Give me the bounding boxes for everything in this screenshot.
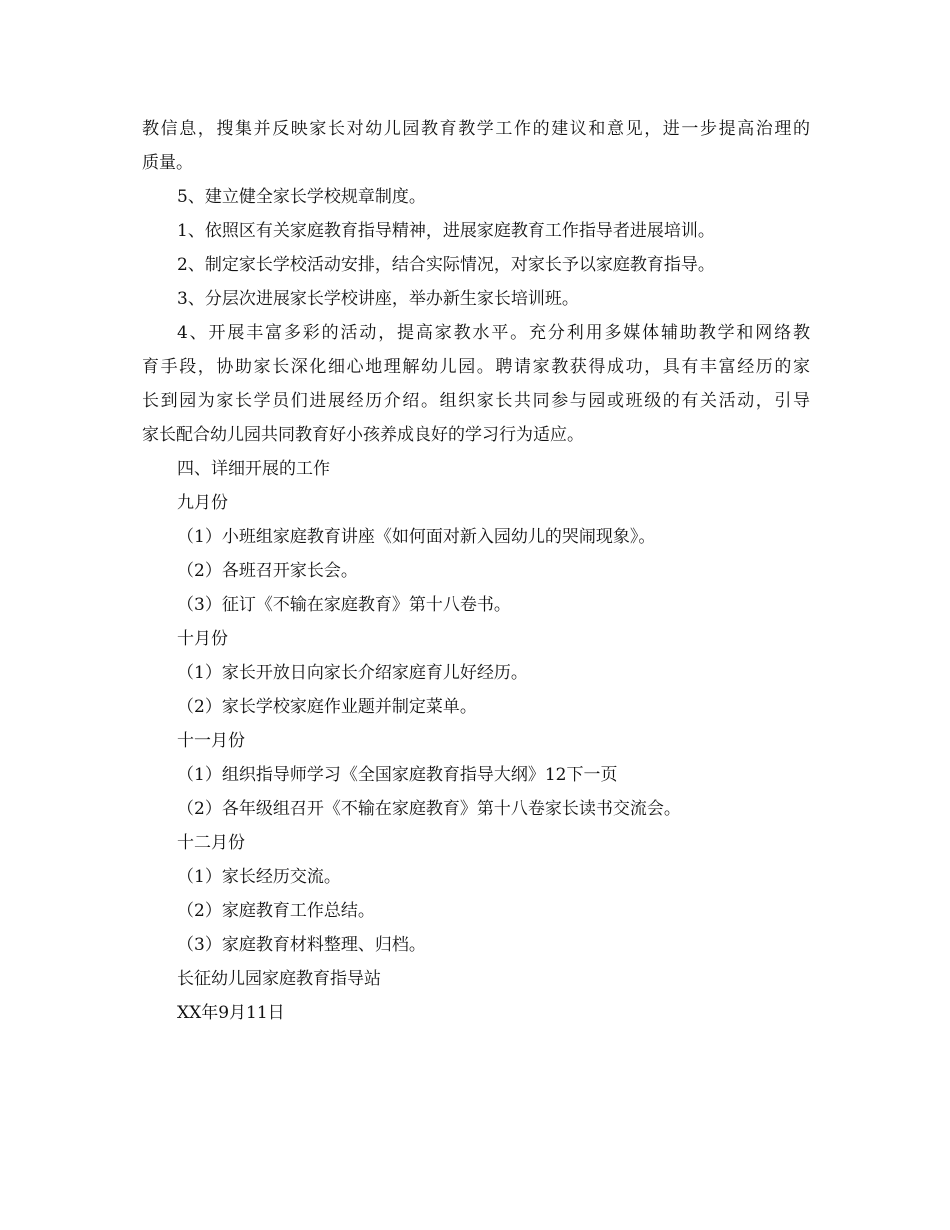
list-item: （1）家长开放日向家长介绍家庭育儿好经历。 [177, 663, 528, 683]
list-item: （2）各年级组召开《不输在家庭教育》第十八卷家长读书交流会。 [177, 799, 681, 819]
month-heading: 十一月份 [177, 731, 245, 751]
list-item: （3）征订《不输在家庭教育》第十八卷书。 [177, 595, 511, 615]
paragraph-line: 家长配合幼儿园共同教育好小孩养成良好的学习行为适应。 [142, 425, 584, 445]
paragraph-line: 质量。 [142, 153, 193, 173]
list-item: （2）家长学校家庭作业题并制定菜单。 [177, 697, 477, 717]
paragraph-line: 5、建立健全家长学校规章制度。 [177, 187, 426, 207]
paragraph-line: 1、依照区有关家庭教育指导精神，进展家庭教育工作指导者进展培训。 [177, 221, 715, 241]
signature-date: XX年9月11日 [177, 1003, 285, 1023]
list-item: （2）各班召开家长会。 [177, 561, 358, 581]
month-heading: 九月份 [177, 493, 228, 513]
list-item: （1）组织指导师学习《全国家庭教育指导大纲》12下一页 [177, 765, 618, 785]
signature-organization: 长征幼儿园家庭教育指导站 [177, 969, 381, 989]
paragraph-line: 育手段，协助家长深化细心地理解幼儿园。聘请家教获得成功，具有丰富经历的家 [142, 357, 810, 377]
paragraph-line: 4、开展丰富多彩的活动，提高家教水平。充分利用多媒体辅助教学和网络教 [177, 323, 810, 343]
list-item: （1）小班组家庭教育讲座《如何面对新入园幼儿的哭闹现象》。 [177, 527, 656, 547]
paragraph-line: 3、分层次进展家长学校讲座，举办新生家长培训班。 [177, 289, 579, 309]
list-item: （1）家长经历交流。 [177, 867, 341, 887]
section-heading: 四、详细开展的工作 [177, 459, 330, 479]
paragraph-line: 教信息，搜集并反映家长对幼儿园教育教学工作的建议和意见，进一步提高治理的 [142, 119, 810, 139]
month-heading: 十月份 [177, 629, 228, 649]
list-item: （2）家庭教育工作总结。 [177, 901, 375, 921]
month-heading: 十二月份 [177, 833, 245, 853]
list-item: （3）家庭教育材料整理、归档。 [177, 935, 426, 955]
paragraph-line: 2、制定家长学校活动安排，结合实际情况，对家长予以家庭教育指导。 [177, 255, 715, 275]
paragraph-line: 长到园为家长学员们进展经历介绍。组织家长共同参与园或班级的有关活动，引导 [142, 391, 810, 411]
